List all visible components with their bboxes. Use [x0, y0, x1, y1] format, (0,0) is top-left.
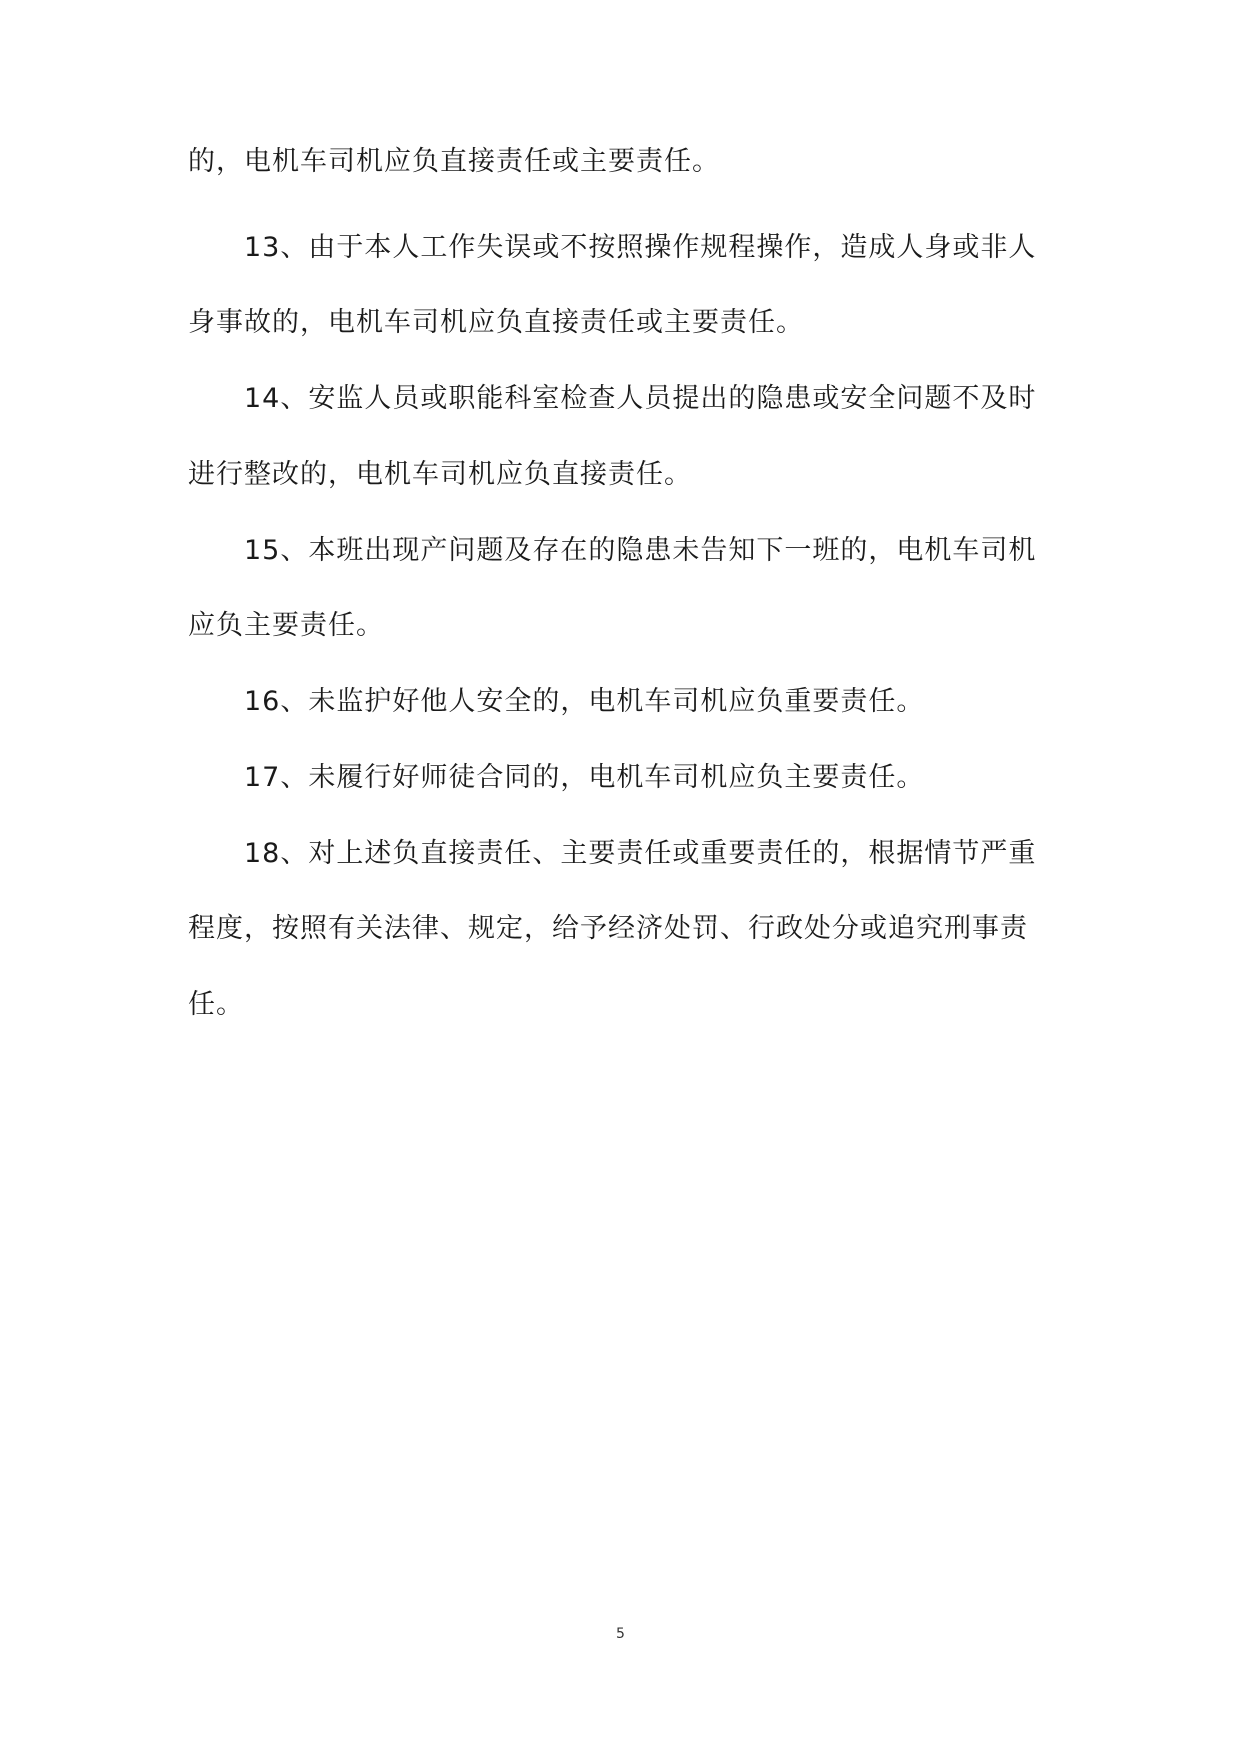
paragraph-18-line-1: 18、对上述负直接责任、主要责任或重要责任的，根据情节严重: [244, 838, 1037, 869]
paragraph-15-line-1: 15、本班出现产问题及存在的隐患未告知下一班的，电机车司机: [244, 535, 1037, 566]
page-number: 5: [616, 1626, 625, 1642]
paragraph-13-line-1: 13、由于本人工作失误或不按照操作规程操作，造成人身或非人: [244, 232, 1037, 263]
paragraph-13-line-2: 身事故的，电机车司机应负直接责任或主要责任。: [188, 307, 804, 338]
paragraph-16: 16、未监护好他人安全的，电机车司机应负重要责任。: [244, 686, 925, 717]
paragraph-14-line-1: 14、安监人员或职能科室检查人员提出的隐患或安全问题不及时: [244, 383, 1037, 414]
paragraph-17: 17、未履行好师徒合同的，电机车司机应负主要责任。: [244, 762, 925, 793]
paragraph-15-line-2: 应负主要责任。: [188, 610, 384, 641]
paragraph-14-line-2: 进行整改的，电机车司机应负直接责任。: [188, 459, 692, 490]
paragraph-12-continuation: 的，电机车司机应负直接责任或主要责任。: [188, 146, 720, 177]
paragraph-18-line-3: 任。: [188, 989, 244, 1020]
paragraph-18-line-2: 程度，按照有关法律、规定，给予经济处罚、行政处分或追究刑事责: [188, 913, 1028, 944]
